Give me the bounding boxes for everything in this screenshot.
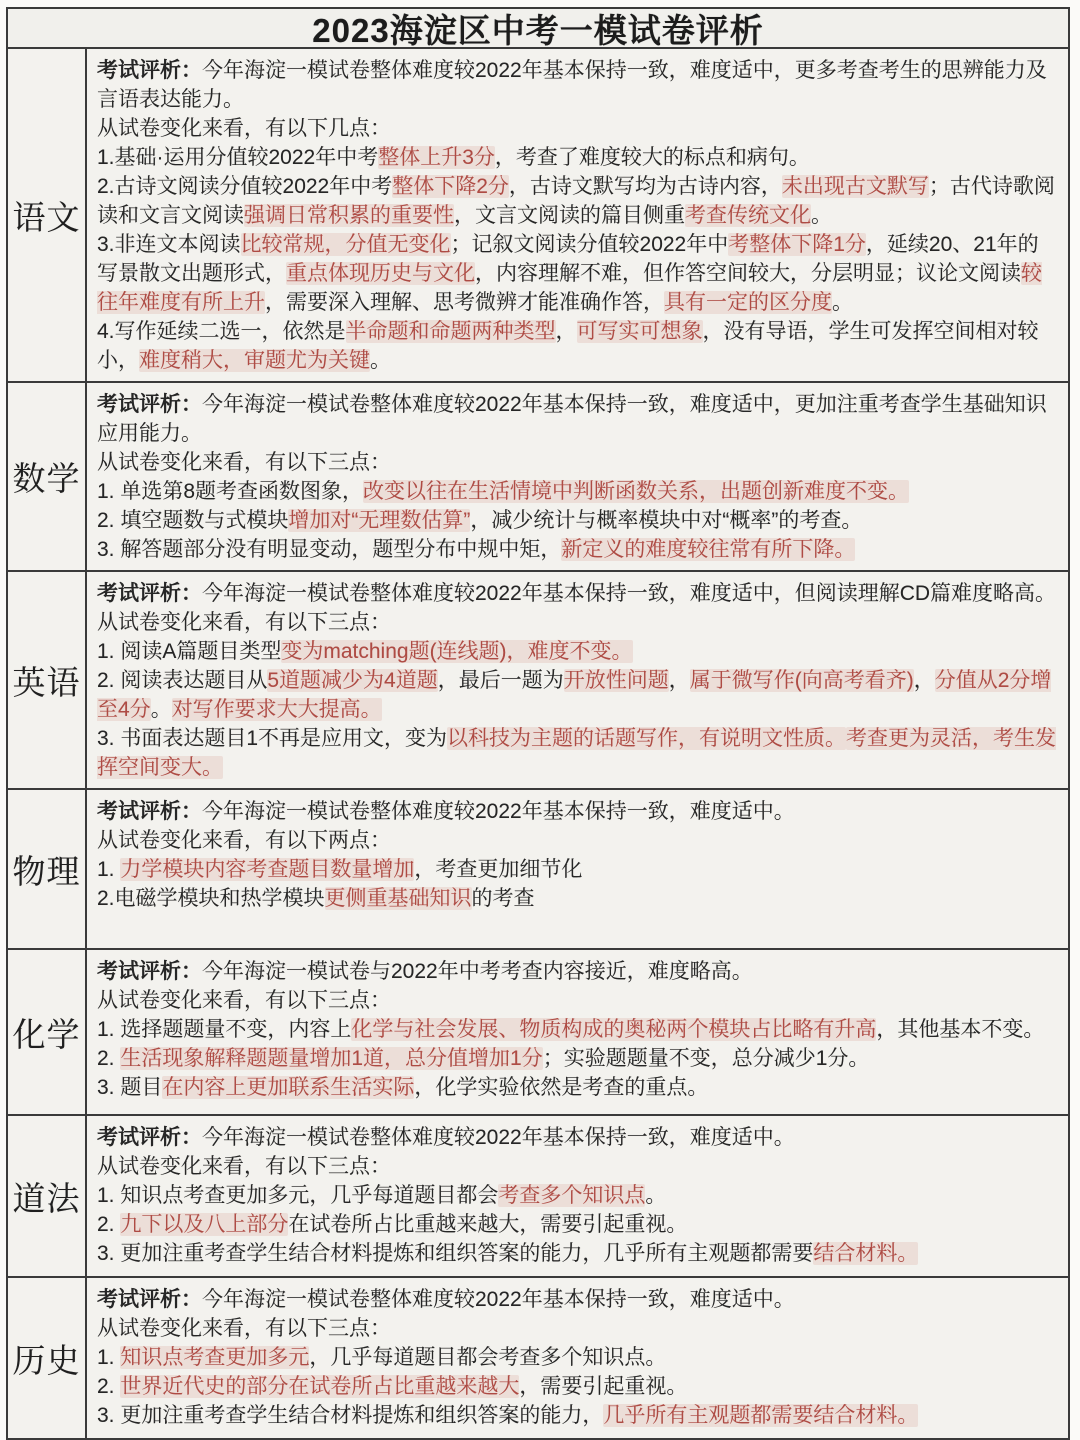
- text-segment: 。: [811, 204, 832, 227]
- highlighted-text: 化学与社会发展、物质构成的奥秘两个模块占比略有升高: [351, 1018, 877, 1041]
- subject-row: [8, 1278, 1068, 1438]
- text-segment: 从试卷变化来看，有以下三点：: [97, 1155, 391, 1178]
- highlighted-text: 考查更为灵活，考生发挥空间变大。: [97, 727, 1057, 779]
- analysis-paragraph: [97, 1015, 1058, 1044]
- highlighted-text: 生活现象解释题题量增加1道，总分值增加1分: [120, 1047, 543, 1070]
- highlighted-text: 知识点考查更加多元: [120, 1346, 310, 1369]
- highlighted-text: 整体下降2分: [392, 175, 509, 198]
- highlighted-text: 比较常规，分值无变化: [240, 233, 451, 256]
- text-segment: ，需要引起重视。: [519, 1375, 688, 1398]
- text-segment: ，需要深入理解、思考微辨才能准确作答，: [265, 291, 664, 314]
- text-segment: 今年海淀一模试卷整体难度较2022年基本保持一致，难度适中，更加注重考查学生基础知识应用能力。: [97, 393, 1047, 445]
- text-segment: 3. 解答题部分没有明显变动，题型分布中规中矩，: [97, 538, 562, 561]
- text-segment: ，减少统计与概率模块中对“概率”的考查。: [470, 509, 863, 532]
- text-segment: 今年海淀一模试卷整体难度较2022年基本保持一致，难度适中。: [202, 1288, 795, 1311]
- analysis-paragraph: [97, 1314, 1058, 1343]
- analysis-paragraph: [97, 884, 1058, 913]
- subject-label: 数学: [8, 383, 87, 570]
- text-segment: 2.古诗文阅读分值较2022年中考: [97, 175, 393, 198]
- analysis-paragraph: [97, 1210, 1058, 1239]
- text-segment: 从试卷变化来看，有以下两点：: [97, 829, 391, 852]
- text-segment: 3. 书面表达题目1不再是应用文，变为: [97, 727, 448, 750]
- highlighted-text: 对写作要求大大提高。: [171, 698, 382, 721]
- text-segment: 3. 更加注重考查学生结合材料提炼和组织答案的能力，: [97, 1404, 604, 1427]
- analysis-paragraph: [97, 579, 1058, 608]
- subject-label: 语文: [8, 49, 87, 381]
- highlighted-text: 新定义的难度较往常有所下降。: [561, 538, 856, 561]
- analysis-paragraph: [97, 1073, 1058, 1102]
- analysis-paragraph: [97, 506, 1058, 535]
- subject-row: [8, 1116, 1068, 1278]
- analysis-paragraph: [97, 1285, 1058, 1314]
- analysis-paragraph: [97, 826, 1058, 855]
- text-segment: 从试卷变化来看，有以下三点：: [97, 989, 391, 1012]
- analysis-paragraph: [97, 1044, 1058, 1073]
- analysis-paragraph: [97, 1372, 1058, 1401]
- highlighted-text: 力学模块内容考查题目数量增加: [120, 858, 415, 881]
- highlighted-text: 未出现古文默写: [781, 175, 929, 198]
- text-segment: 1.: [97, 858, 121, 881]
- analysis-paragraph: [97, 1343, 1058, 1372]
- exam-analysis-table: [6, 7, 1070, 1440]
- text-segment: ，没有导语，学生可发挥空间相对较小，: [97, 320, 1039, 372]
- text-segment: 考试评析：: [97, 1126, 202, 1149]
- analysis-paragraph: [97, 1181, 1058, 1210]
- text-segment: 考试评析：: [97, 800, 202, 823]
- text-segment: 从试卷变化来看，有以下三点：: [97, 451, 391, 474]
- subject-analysis: [87, 572, 1068, 788]
- highlighted-text: 世界近代史的部分在试卷所占比重越来越大: [120, 1375, 520, 1398]
- text-segment: 1.: [97, 1346, 121, 1369]
- subject-analysis: [87, 383, 1068, 570]
- text-segment: 2. 阅读表达题目从: [97, 669, 268, 692]
- highlighted-text: 可写实可想象: [576, 320, 703, 343]
- page-title: 2023海淀区中考一模试卷评析: [8, 9, 1068, 49]
- text-segment: 考试评析：: [97, 1288, 202, 1311]
- analysis-paragraph: [97, 1401, 1058, 1430]
- analysis-paragraph: [97, 477, 1058, 506]
- text-segment: 2.: [97, 1047, 121, 1070]
- highlighted-text: 改变以往在生活情境中判断函数关系，出题创新难度不变。: [363, 480, 910, 503]
- analysis-paragraph: [97, 230, 1058, 317]
- highlighted-text: 更侧重基础知识: [324, 887, 472, 910]
- text-segment: 今年海淀一模试卷整体难度较2022年基本保持一致，难度适中。: [202, 1126, 795, 1149]
- text-segment: 今年海淀一模试卷整体难度较2022年基本保持一致，难度适中，但阅读理解CD篇难度略高。: [202, 582, 1057, 605]
- subject-row: [8, 49, 1068, 383]
- subject-label: 英语: [8, 572, 87, 788]
- analysis-paragraph: [97, 317, 1058, 375]
- highlighted-text: 考整体下降1分: [728, 233, 866, 256]
- text-segment: 考试评析：: [97, 393, 202, 416]
- text-segment: ，延续20、21年的写景散文出题形式，: [97, 233, 1039, 285]
- analysis-paragraph: [97, 724, 1058, 782]
- highlighted-text: 难度稍大，审题尤为关键: [139, 349, 370, 372]
- text-segment: 从试卷变化来看，有以下三点：: [97, 1317, 391, 1340]
- analysis-paragraph: [97, 172, 1058, 230]
- text-segment: 今年海淀一模试卷与2022年中考考查内容接近，难度略高。: [202, 960, 753, 983]
- analysis-paragraph: [97, 114, 1058, 143]
- text-segment: 考试评析：: [97, 59, 202, 82]
- analysis-paragraph: [97, 666, 1058, 724]
- highlighted-text: 考查传统文化: [685, 204, 811, 227]
- text-segment: ；古代诗歌阅读和文言文阅读: [97, 175, 1055, 227]
- highlighted-text: 具有一定的区分度: [664, 291, 832, 314]
- highlighted-text: 结合材料。: [813, 1242, 919, 1265]
- text-segment: ，化学实验依然是考查的重点。: [414, 1076, 709, 1099]
- highlighted-text: 较往年难度有所上升: [97, 262, 1042, 314]
- text-segment: 3. 题目: [97, 1076, 163, 1099]
- text-segment: 。: [150, 698, 172, 721]
- text-segment: 3. 更加注重考查学生结合材料提炼和组织答案的能力，几乎所有主观题都需要: [97, 1242, 814, 1265]
- text-segment: ，文言文阅读的篇目侧重: [454, 204, 685, 227]
- subject-analysis: [87, 49, 1068, 381]
- subject-label: 化学: [8, 950, 87, 1114]
- highlighted-text: 考查多个知识点: [498, 1184, 646, 1207]
- subject-label: 道法: [8, 1116, 87, 1276]
- analysis-paragraph: [97, 535, 1058, 564]
- text-segment: ，最后一题为: [437, 669, 564, 692]
- highlighted-text: 整体上升3分: [378, 146, 495, 169]
- highlighted-text: 5道题减少为4道题: [267, 669, 438, 692]
- text-segment: ，: [913, 669, 935, 692]
- text-segment: ，古诗文默写均为古诗内容，: [508, 175, 782, 198]
- text-segment: 3.非连文本阅读: [97, 233, 241, 256]
- text-segment: ，: [668, 669, 690, 692]
- text-segment: 1. 阅读A篇题目类型: [97, 640, 282, 663]
- highlighted-text: 开放性问题: [563, 669, 669, 692]
- text-segment: 2.电磁学模块和热学模块: [97, 887, 325, 910]
- highlighted-text: 在内容上更加联系生活实际: [162, 1076, 415, 1099]
- analysis-paragraph: [97, 986, 1058, 1015]
- text-segment: ，考查了难度较大的标点和病句。: [494, 146, 810, 169]
- analysis-paragraph: [97, 56, 1058, 114]
- text-segment: 。: [832, 291, 853, 314]
- analysis-paragraph: [97, 797, 1058, 826]
- text-segment: 今年海淀一模试卷整体难度较2022年基本保持一致，难度适中。: [202, 800, 795, 823]
- highlighted-text: 以科技为主题的话题写作，有说明文性质。: [447, 727, 847, 750]
- text-segment: 1. 选择题题量不变，内容上: [97, 1018, 352, 1041]
- highlighted-text: 属于微写作(向高考看齐): [689, 669, 914, 692]
- text-segment: 在试卷所占比重越来越大，需要引起重视。: [288, 1213, 688, 1236]
- subject-row: [8, 572, 1068, 790]
- analysis-paragraph: [97, 143, 1058, 172]
- highlighted-text: 增加对“无理数估算”: [288, 509, 471, 532]
- text-segment: ，其他基本不变。: [876, 1018, 1045, 1041]
- analysis-paragraph: [97, 608, 1058, 637]
- text-segment: 1.基础·运用分值较2022年中考: [97, 146, 379, 169]
- text-segment: 的考查: [471, 887, 535, 910]
- highlighted-text: 半命题和命题两种类型: [345, 320, 556, 343]
- text-segment: 考试评析：: [97, 960, 202, 983]
- text-segment: 考试评析：: [97, 582, 202, 605]
- text-segment: 2.: [97, 1375, 121, 1398]
- analysis-paragraph: [97, 1152, 1058, 1181]
- subject-row: [8, 950, 1068, 1116]
- text-segment: 2. 填空题数与式模块: [97, 509, 289, 532]
- subject-row: [8, 383, 1068, 572]
- text-segment: 1. 单选第8题考查函数图象，: [97, 480, 364, 503]
- text-segment: 从试卷变化来看，有以下三点：: [97, 611, 391, 634]
- highlighted-text: 变为matching题(连线题)，难度不变。: [281, 640, 633, 663]
- text-segment: 从试卷变化来看，有以下几点：: [97, 117, 391, 140]
- text-segment: ，: [555, 320, 577, 343]
- subject-label: 物理: [8, 790, 87, 948]
- text-segment: ，考查更加细节化: [414, 858, 583, 881]
- subject-analysis: [87, 1278, 1068, 1438]
- highlighted-text: 几乎所有主观题都需要结合材料。: [603, 1404, 919, 1427]
- text-segment: 4.写作延续二选一，依然是: [97, 320, 346, 343]
- analysis-paragraph: [97, 390, 1058, 448]
- highlighted-text: 强调日常积累的重要性: [244, 204, 454, 227]
- text-segment: 。: [370, 349, 391, 372]
- analysis-paragraph: [97, 637, 1058, 666]
- subject-row: [8, 790, 1068, 950]
- text-segment: ，几乎每道题目都会考查多个知识点。: [309, 1346, 667, 1369]
- table-rows: [8, 49, 1068, 1438]
- subject-label: 历史: [8, 1278, 87, 1438]
- text-segment: ；实验题题量不变，总分减少1分。: [542, 1047, 870, 1070]
- text-segment: ；记叙文阅读分值较2022年中: [450, 233, 729, 256]
- text-segment: 1. 知识点考查更加多元，几乎每道题目都会: [97, 1184, 499, 1207]
- analysis-paragraph: [97, 957, 1058, 986]
- highlighted-text: 九下以及八上部分: [120, 1213, 289, 1236]
- highlighted-text: 分值从2分增至4分: [97, 669, 1052, 721]
- analysis-paragraph: [97, 448, 1058, 477]
- highlighted-text: 重点体现历史与文化: [286, 262, 475, 285]
- text-segment: ，内容理解不难，但作答空间较大，分层明显；议论文阅读: [475, 262, 1021, 285]
- analysis-paragraph: [97, 1123, 1058, 1152]
- subject-analysis: [87, 790, 1068, 948]
- analysis-paragraph: [97, 1239, 1058, 1268]
- text-segment: 2.: [97, 1213, 121, 1236]
- subject-analysis: [87, 950, 1068, 1114]
- subject-analysis: [87, 1116, 1068, 1276]
- text-segment: 今年海淀一模试卷整体难度较2022年基本保持一致，难度适中，更多考查考生的思辨能力及言语表达能力。: [97, 59, 1047, 111]
- analysis-paragraph: [97, 855, 1058, 884]
- text-segment: 。: [645, 1184, 667, 1207]
